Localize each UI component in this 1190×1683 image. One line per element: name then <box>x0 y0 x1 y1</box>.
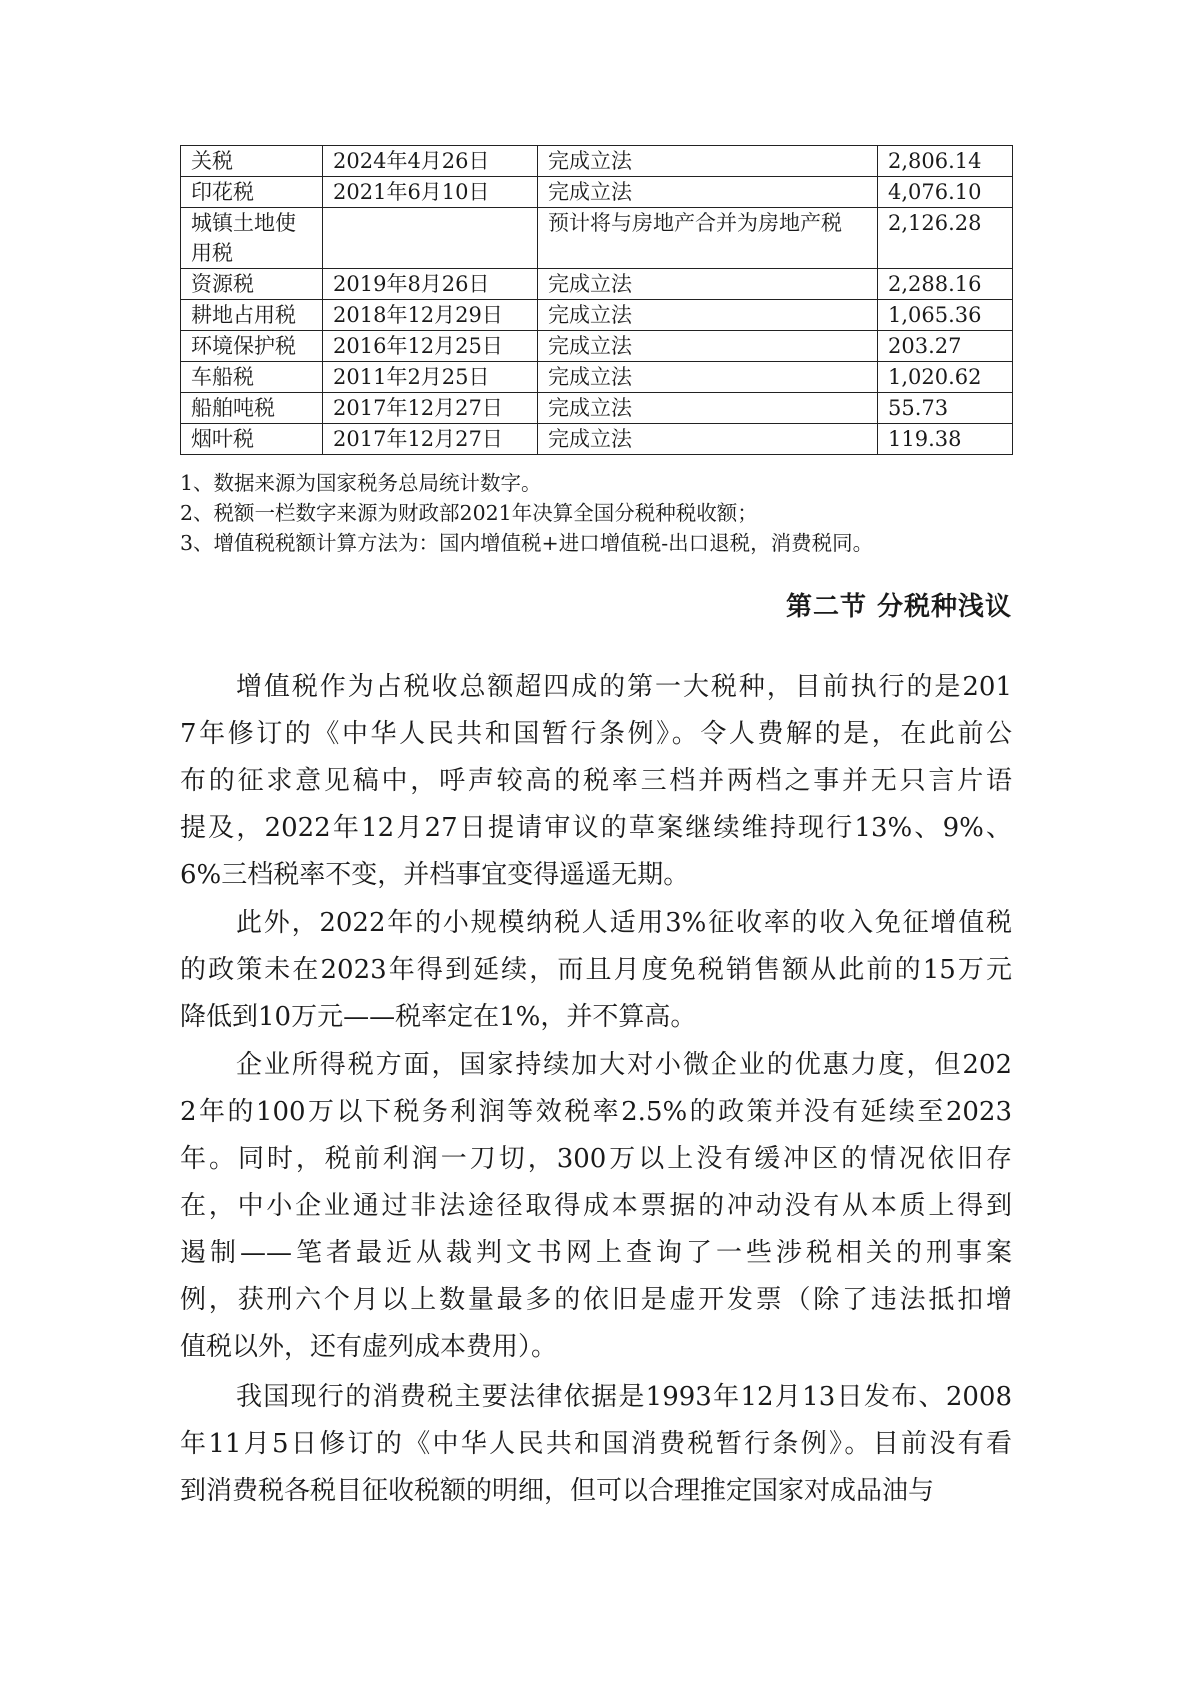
status-cell: 完成立法 <box>538 300 878 331</box>
legislation-date-cell: 2016年12月25日 <box>323 331 538 362</box>
table-row <box>181 362 1013 393</box>
status-cell: 完成立法 <box>538 269 878 300</box>
legislation-date-cell <box>323 208 538 269</box>
paragraph-corporate-income-tax <box>180 1042 1012 1371</box>
table-row <box>181 331 1013 362</box>
tax-amount-cell: 55.73 <box>878 393 1013 424</box>
paragraph-line: 值税以外，还有虚列成本费用）。 <box>180 1332 558 1362</box>
table-row <box>181 269 1013 300</box>
table-row <box>181 177 1013 208</box>
tax-amount-cell: 203.27 <box>878 331 1013 362</box>
tax-amount-cell: 4,076.10 <box>878 177 1013 208</box>
status-cell: 完成立法 <box>538 424 878 455</box>
status-cell: 完成立法 <box>538 362 878 393</box>
paragraph-line: 2年的100万以下税务利润等效税率2.5%的政策并没有延续至2023 <box>180 1097 1012 1127</box>
section-title: 第二节 分税种浅议 <box>785 592 1012 622</box>
legislation-date-cell: 2017年12月27日 <box>323 393 538 424</box>
tax-amount-cell: 2,288.16 <box>878 269 1013 300</box>
table-row <box>181 393 1013 424</box>
paragraph-line: 增值税作为占税收总额超四成的第一大税种，目前执行的是201 <box>236 672 1012 702</box>
paragraph-line: 我国现行的消费税主要法律依据是1993年12月13日发布、2008 <box>236 1382 1012 1412</box>
table-row <box>181 424 1013 455</box>
tax-amount-cell: 2,806.14 <box>878 146 1013 177</box>
legislation-date-cell: 2017年12月27日 <box>323 424 538 455</box>
table-notes <box>180 468 1040 558</box>
legislation-date-cell: 2011年2月25日 <box>323 362 538 393</box>
legislation-date-cell: 2019年8月26日 <box>323 269 538 300</box>
tax-amount-cell: 119.38 <box>878 424 1013 455</box>
paragraph-line: 6%三档税率不变，并档事宜变得遥遥无期。 <box>180 860 690 890</box>
note-3: 3、增值税税额计算方法为：国内增值税+进口增值税-出口退税，消费税同。 <box>180 531 874 555</box>
paragraph-line: 的政策未在2023年得到延续，而且月度免税销售额从此前的15万元 <box>180 955 1012 985</box>
tax-name-cell: 船舶吨税 <box>181 393 323 424</box>
tax-amount-cell: 1,020.62 <box>878 362 1013 393</box>
paragraph-line: 到消费税各税目征收税额的明细，但可以合理推定国家对成品油与 <box>180 1476 935 1506</box>
tax-name-cell: 耕地占用税 <box>181 300 323 331</box>
tax-name-cell: 环境保护税 <box>181 331 323 362</box>
tax-name-cell: 烟叶税 <box>181 424 323 455</box>
tax-name-cell: 车船税 <box>181 362 323 393</box>
paragraph-vat <box>180 664 1012 899</box>
status-cell: 预计将与房地产合并为房地产税 <box>538 208 878 269</box>
paragraph-line: 例，获刑六个月以上数量最多的依旧是虚开发票（除了违法抵扣增 <box>180 1285 1012 1315</box>
status-cell: 完成立法 <box>538 331 878 362</box>
table-row <box>181 146 1013 177</box>
tax-name-cell: 关税 <box>181 146 323 177</box>
paragraph-line: 布的征求意见稿中，呼声较高的税率三档并两档之事并无只言片语 <box>180 766 1012 796</box>
table-row <box>181 300 1013 331</box>
paragraph-line: 提及，2022年12月27日提请审议的草案继续维持现行13%、9%、 <box>180 813 1012 843</box>
paragraph-line: 企业所得税方面，国家持续加大对小微企业的优惠力度，但202 <box>236 1050 1012 1080</box>
tax-name-cell: 资源税 <box>181 269 323 300</box>
status-cell: 完成立法 <box>538 177 878 208</box>
tax-amount-cell: 2,126.28 <box>878 208 1013 269</box>
paragraph-line: 年。同时，税前利润一刀切，300万以上没有缓冲区的情况依旧存 <box>180 1144 1012 1174</box>
paragraph-line: 降低到10万元——税率定在1%，并不算高。 <box>180 1002 697 1032</box>
tax-name-cell: 城镇土地使用税 <box>181 208 323 269</box>
paragraph-line: 遏制——笔者最近从裁判文书网上查询了一些涉税相关的刑事案 <box>180 1238 1012 1268</box>
legislation-date-cell: 2024年4月26日 <box>323 146 538 177</box>
tax-amount-cell: 1,065.36 <box>878 300 1013 331</box>
status-cell: 完成立法 <box>538 393 878 424</box>
paragraph-consumption-tax <box>180 1374 1012 1515</box>
tax-legislation-table <box>180 145 1013 455</box>
table-row <box>181 208 1013 269</box>
paragraph-small-taxpayer <box>180 900 1012 1041</box>
paragraph-line: 年11月5日修订的《中华人民共和国消费税暂行条例》。目前没有看 <box>180 1429 1012 1459</box>
paragraph-line: 在，中小企业通过非法途径取得成本票据的冲动没有从本质上得到 <box>180 1191 1012 1221</box>
status-cell: 完成立法 <box>538 146 878 177</box>
paragraph-line: 7年修订的《中华人民共和国暂行条例》。令人费解的是，在此前公 <box>180 719 1012 749</box>
tax-name-cell: 印花税 <box>181 177 323 208</box>
note-2: 2、税额一栏数字来源为财政部2021年决算全国分税种税收额； <box>180 501 758 525</box>
legislation-date-cell: 2018年12月29日 <box>323 300 538 331</box>
note-1: 1、数据来源为国家税务总局统计数字。 <box>180 471 542 495</box>
paragraph-line: 此外，2022年的小规模纳税人适用3%征收率的收入免征增值税 <box>236 908 1012 938</box>
legislation-date-cell: 2021年6月10日 <box>323 177 538 208</box>
